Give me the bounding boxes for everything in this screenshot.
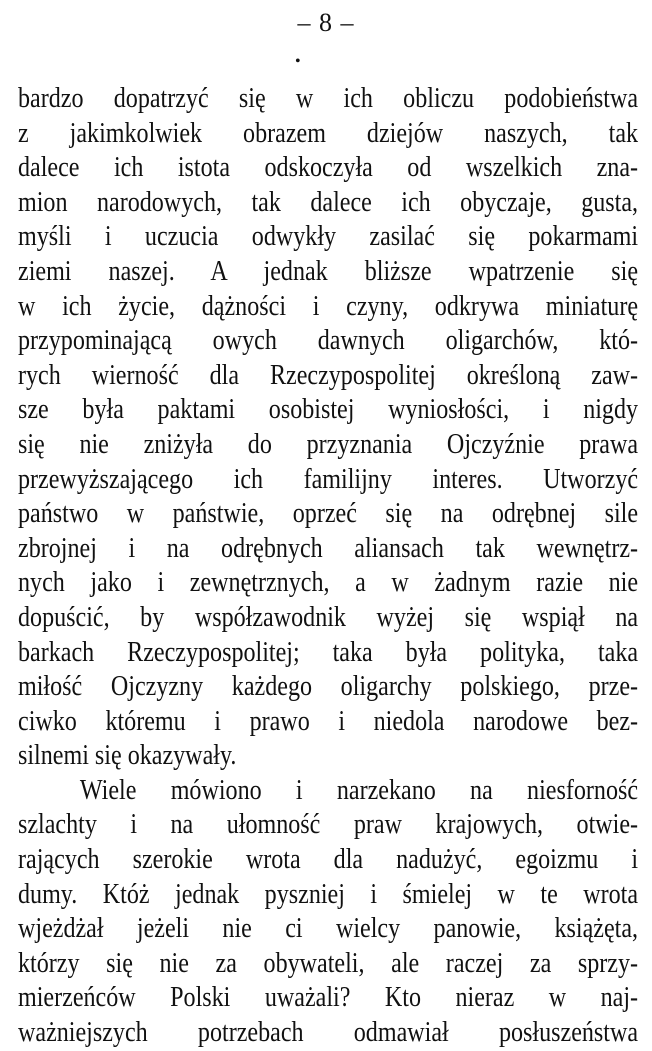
text-line: państwo w państwie, oprzeć się na odrębnej sile: [18, 498, 639, 530]
paragraph-2: [18, 774, 638, 1051]
text-line: ziemi naszej. A jednak bliższe wpatrzenie się: [18, 255, 639, 287]
text-line: dopuścić, by współzawodnik wyżej się wspiął na: [18, 601, 639, 633]
text-line: myśli i uczucia odwykły zasilać się pokarmami: [18, 221, 639, 253]
text-line: rych wierność dla Rzeczypospolitej określoną zaw-: [18, 359, 639, 391]
text-line: szlachty i na ułomność praw krajowych, otwie-: [18, 809, 639, 841]
text-line: bardzo dopatrzyć się w ich obliczu podobieństwa: [18, 83, 639, 114]
page-number-mark: •: [295, 53, 301, 70]
text-line: się nie zniżyła do przyznania Ojczyźnie prawa: [18, 428, 639, 460]
text-line: ważniejszych potrzebach odmawiał posłuszeństwa: [18, 1017, 639, 1049]
text-line: przewyższającego ich familijny interes. Utworzyć: [18, 463, 639, 495]
text-line: dumy. Któż jednak pyszniej i śmielej w te wrota: [18, 878, 639, 910]
text-line: ciwko któremu i prawo i niedola narodowe bez-: [18, 705, 639, 737]
paragraph-1: [18, 82, 638, 774]
text-line: z jakimkolwiek obrazem dziejów naszych, tak: [18, 117, 639, 149]
text-line: dalece ich istota odskoczyła od wszelkich zna-: [18, 152, 639, 184]
text-line: zbrojnej i na odrębnych aliansach tak wewnętrz-: [18, 532, 639, 564]
text-line: wjeżdżał jeżeli nie ci wielcy panowie, książęta,: [18, 913, 639, 945]
text-line: mierzeńców Polski uważali? Kto nieraz w naj-: [18, 982, 639, 1014]
page-number: – 8 –: [297, 8, 355, 37]
text-line: mion narodowych, tak dalece ich obyczaje, gusta,: [18, 186, 639, 218]
text-line: barkach Rzeczypospolitej; taka była polityka, taka: [18, 636, 639, 668]
text-line: silnemi się okazywały.: [18, 740, 237, 772]
text-line: sze była paktami osobistej wyniosłości, i nigdy: [18, 394, 639, 426]
text-line: rających szerokie wrota dla nadużyć, egoizmu i: [18, 844, 639, 876]
text-line: Wiele mówiono i narzekano na niesforność: [79, 774, 639, 806]
text-line: przypominającą owych dawnych oligarchów, któ-: [18, 325, 639, 357]
text-line: którzy się nie za obywateli, ale raczej za sprzy-: [18, 947, 639, 979]
text-line: nych jako i zewnętrznych, a w żadnym razie nie: [18, 567, 639, 599]
text-line: w ich życie, dążności i czyny, odkrywa miniaturę: [18, 290, 639, 322]
text-line: miłość Ojczyzny każdego oligarchy polskiego, prze-: [18, 671, 639, 703]
body-text: [18, 82, 638, 1051]
